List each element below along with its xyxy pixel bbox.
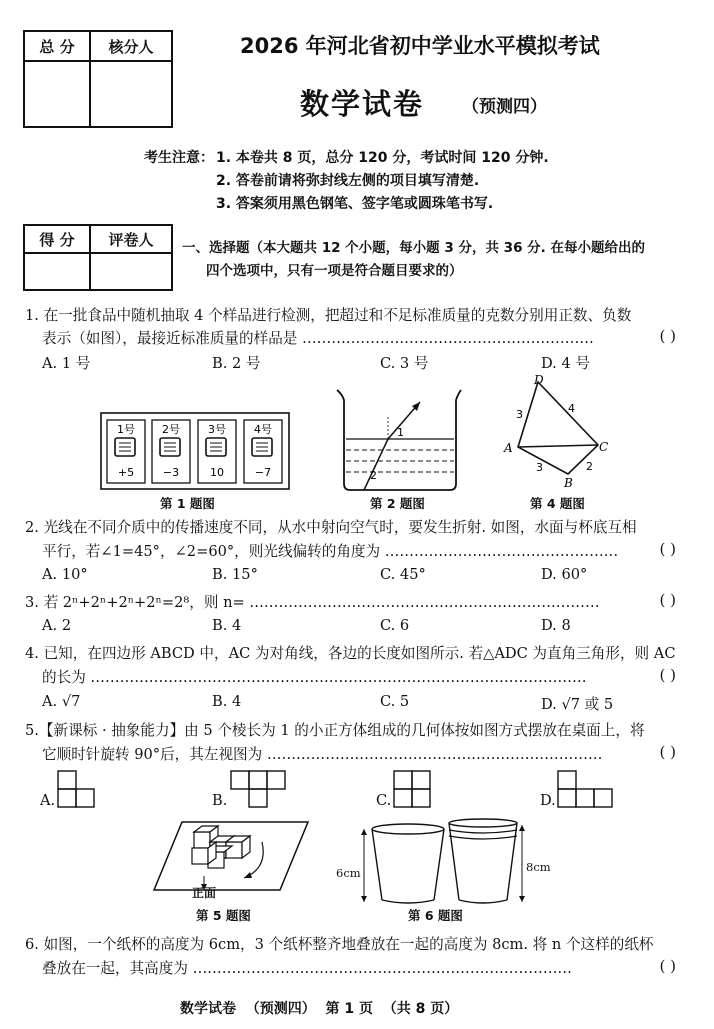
fig4-label-c: C	[599, 440, 609, 454]
fig1-label-4: 4号	[254, 423, 272, 436]
q5-option-b-figure[interactable]	[230, 770, 290, 810]
fig1-label-1: 1号	[117, 423, 135, 436]
q1-option-a[interactable]: A. 1 号	[42, 355, 91, 372]
fig2-angle2: 2	[370, 469, 377, 482]
fig4-len-ab: 3	[536, 461, 543, 474]
notice-label: 考生注意：	[144, 150, 214, 166]
fig4-label-a: A	[504, 441, 513, 455]
q3-option-d[interactable]: D. 8	[541, 617, 571, 634]
q1-option-b[interactable]: B. 2 号	[212, 355, 261, 372]
q2-line1: 2. 光线在不同介质中的传播速度不同，从水中射向空气时，要发生折射. 如图，水面与杯底互相	[25, 519, 637, 536]
fig1-value-1: +5	[117, 466, 135, 479]
total-score-label: 总 分	[24, 31, 90, 61]
q5-answer-paren[interactable]: ( )	[659, 743, 676, 761]
q3-option-b[interactable]: B. 4	[212, 617, 242, 634]
fig2-caption: 第 2 题图	[370, 496, 425, 511]
grader-cell[interactable]	[90, 253, 172, 290]
fig4-len-dc: 4	[568, 402, 575, 415]
q3-option-c[interactable]: C. 6	[380, 617, 410, 634]
figure-5	[152, 812, 312, 904]
figure-1	[100, 412, 290, 492]
q5-option-c[interactable]: C.	[376, 792, 392, 809]
q5-option-b[interactable]: B.	[212, 792, 228, 809]
fig1-label-3: 3号	[208, 423, 226, 436]
q4-line1: 4. 已知，在四边形 ABCD 中，AC 为对角线，各边的长度如图所示. 若△ADC 为直角三角形，则 AC	[25, 645, 676, 662]
grader-label: 评卷人	[90, 225, 172, 253]
q5-line2: 它顺时针旋转 90°后，其左视图为 ……………………………………………………………	[42, 746, 603, 763]
grade-table	[23, 224, 173, 291]
q6-line2: 叠放在一起，其高度为 ……………………………………………………………………	[42, 960, 573, 977]
q4-option-b[interactable]: B. 4	[212, 693, 242, 710]
fig1-value-4: −7	[254, 466, 272, 479]
q1-answer-paren[interactable]: ( )	[659, 327, 676, 345]
q3-line1: 3. 若 2ⁿ+2ⁿ+2ⁿ+2ⁿ=2⁸，则 n= ………………………………………………………………	[25, 594, 600, 611]
fig4-label-d: D	[534, 373, 544, 387]
q1-line1: 1. 在一批食品中随机抽取 4 个样品进行检测，把超过和不足标准质量的克数分别用正数、负数	[25, 307, 632, 324]
q1-option-d[interactable]: D. 4 号	[541, 355, 590, 372]
reviewer-label: 核分人	[90, 31, 172, 61]
fig1-value-3: 10	[210, 466, 224, 479]
fig1-value-2: −3	[162, 466, 180, 479]
q2-option-a[interactable]: A. 10°	[42, 566, 88, 583]
q2-option-b[interactable]: B. 15°	[212, 566, 258, 583]
fig1-label-2: 2号	[162, 423, 180, 436]
score-cell[interactable]	[24, 253, 90, 290]
q5-option-a[interactable]: A.	[40, 792, 56, 809]
figure-2	[334, 386, 464, 494]
q3-option-a[interactable]: A. 2	[42, 617, 72, 634]
q4-option-c[interactable]: C. 5	[380, 693, 410, 710]
section-heading-line2: 四个选项中，只有一项是符合题目要求的）	[206, 263, 463, 279]
notice-item-3: 3. 答案须用黑色钢笔、签字笔或圆珠笔书写.	[216, 196, 494, 212]
page-footer: 数学试卷 （预测四） 第 1 页 （共 8 页）	[180, 1001, 459, 1017]
q5-option-a-figure[interactable]	[57, 770, 99, 810]
q1-option-c[interactable]: C. 3 号	[380, 355, 429, 372]
q2-answer-paren[interactable]: ( )	[659, 540, 676, 558]
total-score-cell[interactable]	[24, 61, 90, 127]
fig2-angle1: 1	[397, 426, 404, 439]
fig5-front-label: 正面	[192, 886, 217, 900]
notice-item-1: 1. 本卷共 8 页，总分 120 分，考试时间 120 分钟.	[216, 150, 549, 166]
q5-line1: 5.【新课标 · 抽象能力】由 5 个棱长为 1 的小正方体组成的几何体按如图方式摆放在桌面上，将	[25, 722, 645, 739]
figure-4	[498, 372, 628, 490]
fig4-label-b: B	[564, 476, 573, 490]
fig4-len-bc: 2	[586, 460, 593, 473]
fig6-caption: 第 6 题图	[408, 908, 463, 923]
q2-option-c[interactable]: C. 45°	[380, 566, 426, 583]
score-table	[23, 30, 173, 128]
q2-option-d[interactable]: D. 60°	[541, 566, 588, 583]
q6-answer-paren[interactable]: ( )	[659, 957, 676, 975]
fig6-height1: 6cm	[336, 866, 361, 880]
q2-line2: 平行，若∠1=45°，∠2=60°，则光线偏转的角度为 …………………………………………	[42, 543, 619, 560]
paper-subtitle: 数学试卷	[300, 87, 425, 121]
q6-line1: 6. 如图，一个纸杯的高度为 6cm，3 个纸杯整齐地叠放在一起的高度为 8cm. 将 n 个这样的纸杯	[25, 936, 654, 953]
exam-title: 2026 年河北省初中学业水平模拟考试	[240, 34, 600, 58]
fig6-height2: 8cm	[526, 860, 551, 874]
q3-answer-paren[interactable]: ( )	[659, 591, 676, 609]
fig4-len-ad: 3	[516, 408, 523, 421]
q4-line2: 的长为 …………………………………………………………………………………………	[42, 669, 587, 686]
fig5-caption: 第 5 题图	[196, 908, 251, 923]
q5-option-d-figure[interactable]	[557, 770, 617, 810]
notice-item-2: 2. 答卷前请将弥封线左侧的项目填写清楚.	[216, 173, 480, 189]
score-label: 得 分	[24, 225, 90, 253]
q5-option-c-figure[interactable]	[393, 770, 435, 810]
reviewer-cell[interactable]	[90, 61, 172, 127]
q4-option-a[interactable]: A. √7	[42, 693, 81, 710]
fig4-caption: 第 4 题图	[530, 496, 585, 511]
paper-subtitle-note: （预测四）	[462, 97, 547, 117]
section-heading-line1: 一、选择题（本大题共 12 个小题，每小题 3 分，共 36 分. 在每小题给出的	[182, 240, 645, 256]
q4-answer-paren[interactable]: ( )	[659, 666, 676, 684]
fig1-caption: 第 1 题图	[160, 496, 215, 511]
q1-line2: 表示（如图），最接近标准质量的样品是 ……………………………………………………	[42, 330, 594, 347]
q5-option-d[interactable]: D.	[540, 792, 556, 809]
q4-option-d[interactable]: D. √7 或 5	[541, 696, 614, 713]
